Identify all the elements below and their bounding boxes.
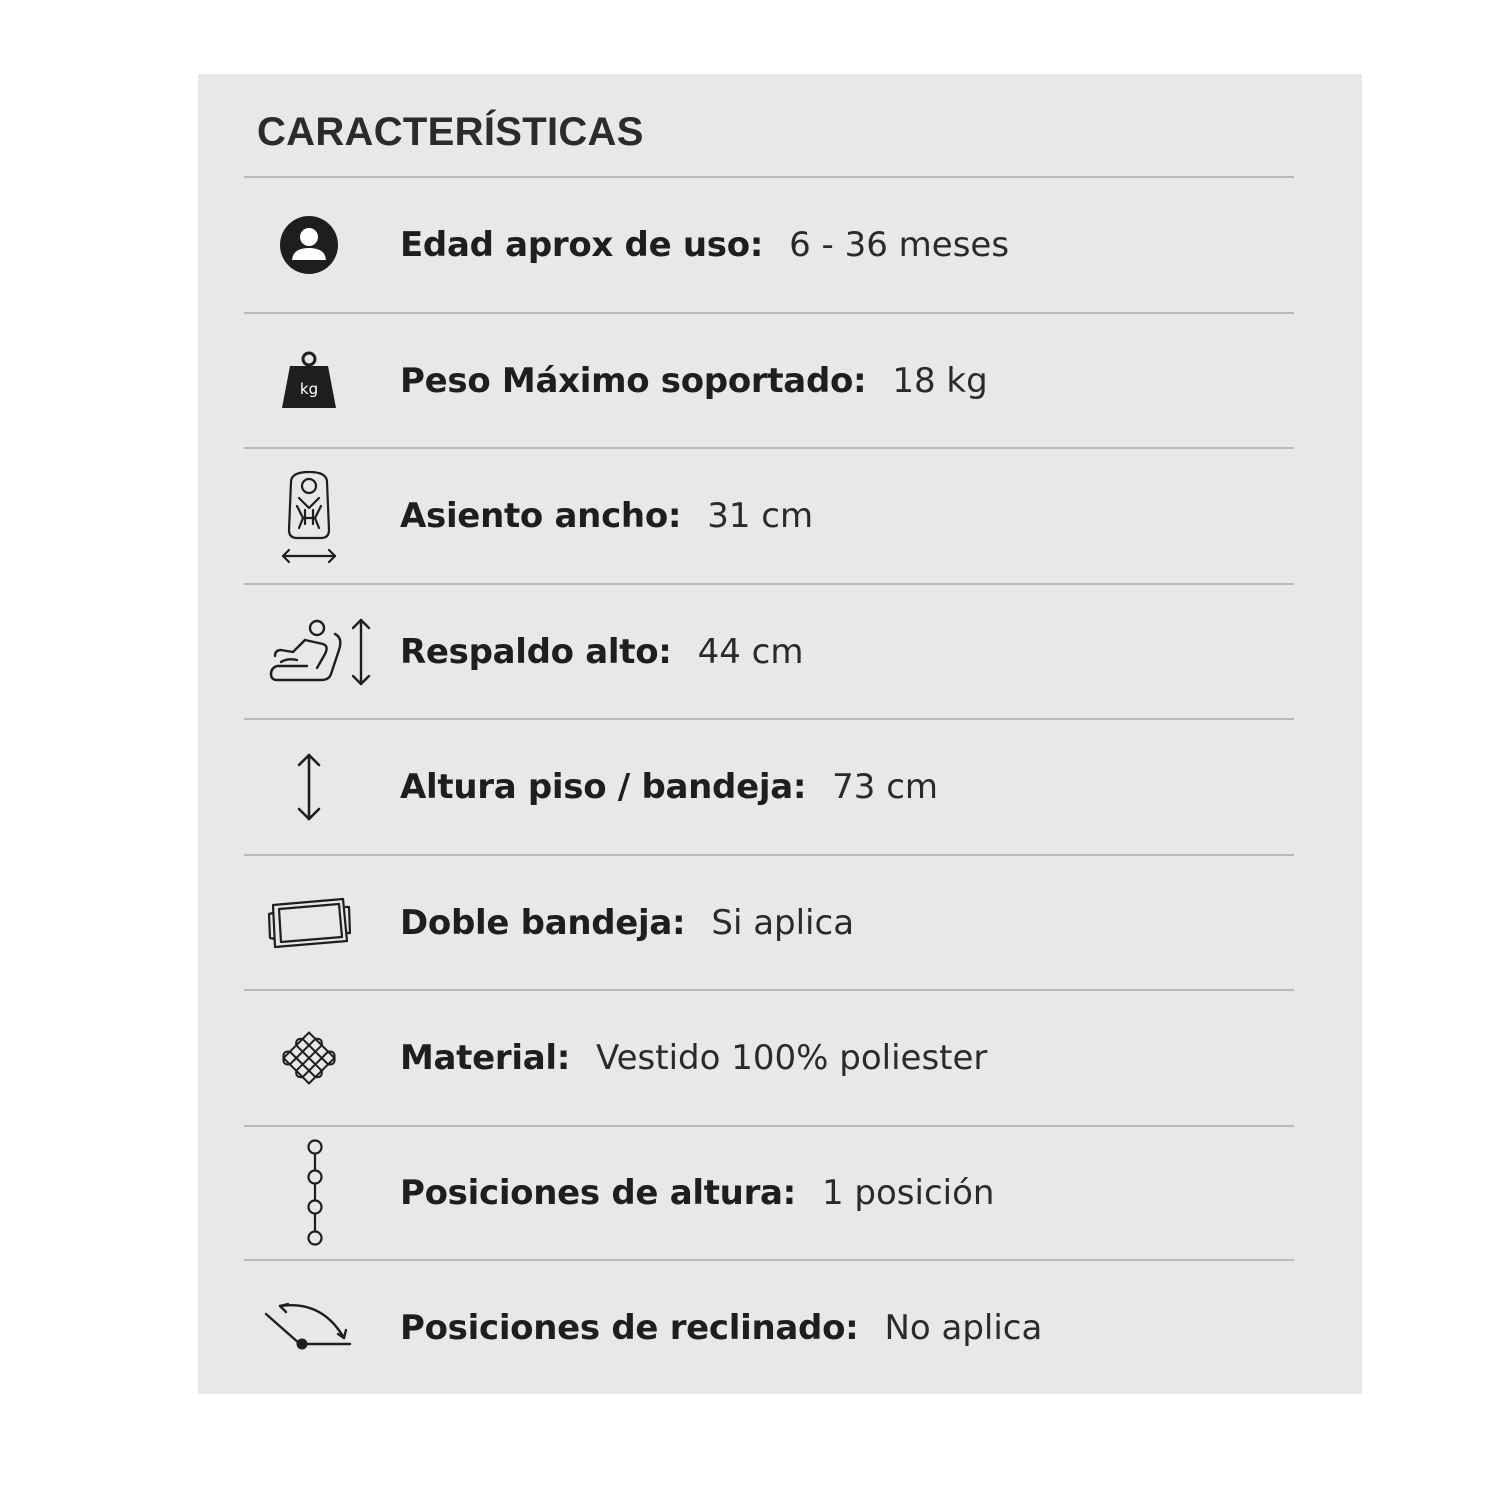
feature-value: 31 cm	[707, 496, 814, 536]
vertical-arrow-icon	[244, 720, 374, 854]
feature-label: Altura piso / bandeja:	[400, 767, 807, 807]
feature-value: 1 posición	[821, 1173, 995, 1213]
feature-label: Material:	[400, 1038, 571, 1078]
recline-icon	[244, 1261, 374, 1394]
features-card	[198, 74, 1362, 1394]
feature-value: 44 cm	[697, 631, 804, 672]
feature-row-backrest	[244, 585, 1294, 718]
seat-width-icon	[244, 449, 374, 583]
height-positions-icon	[250, 1127, 380, 1259]
user-icon	[244, 178, 374, 312]
feature-label: Peso Máximo soportado:	[400, 360, 867, 401]
feature-value: 18 kg	[892, 360, 988, 401]
feature-label: Posiciones de altura:	[400, 1173, 796, 1213]
fabric-knot-icon	[244, 991, 374, 1125]
feature-label: Respaldo alto:	[400, 631, 672, 672]
feature-value: No aplica	[884, 1307, 1043, 1348]
backrest-height-icon	[252, 585, 392, 718]
feature-row-recline	[244, 1261, 1294, 1394]
feature-row-seat-width	[244, 449, 1294, 583]
feature-value: Vestido 100% poliester	[596, 1038, 988, 1078]
feature-row-double-tray	[244, 856, 1294, 989]
feature-value: 6 - 36 meses	[789, 225, 1010, 265]
feature-row-weight	[244, 314, 1294, 447]
feature-value: Si aplica	[711, 902, 855, 943]
feature-row-floor-height	[244, 720, 1294, 854]
weight-icon-text: kg	[299, 379, 319, 398]
tray-icon	[244, 856, 374, 989]
feature-label: Asiento ancho:	[400, 496, 682, 536]
section-title: CARACTERÍSTICAS	[257, 110, 644, 154]
feature-label: Posiciones de reclinado:	[400, 1307, 859, 1348]
feature-label: Doble bandeja:	[400, 902, 686, 943]
weight-kg-icon	[244, 314, 374, 447]
feature-label: Edad aprox de uso:	[400, 225, 764, 265]
feature-value: 73 cm	[832, 767, 939, 807]
feature-row-age	[244, 178, 1294, 312]
feature-row-material	[244, 991, 1294, 1125]
feature-row-height-positions	[244, 1127, 1294, 1259]
